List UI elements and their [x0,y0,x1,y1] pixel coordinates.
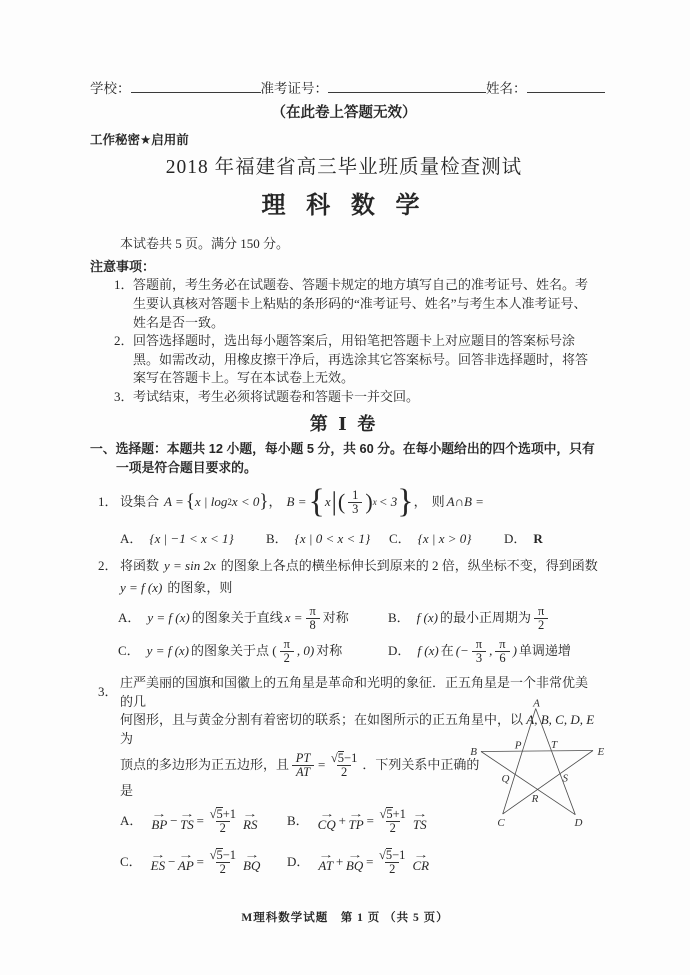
radical-sign: √ [330,751,338,766]
note-number: 3． [114,388,134,404]
option-a: A． → BP − → TS = $\frac{√5+1}{2}$ → RS [120,807,258,836]
subject-title: 理 科 数 学 [261,191,427,219]
option-b: B． → CQ + → TP = $\frac{√5+1}{2}$ → TS [287,807,428,836]
candidate-info-line [90,78,598,99]
name-blank [527,78,605,93]
vector-term: → BP [151,808,168,832]
vector-arrow-icon: → [178,849,194,861]
options-row-1 [118,602,598,635]
vector-arrow-icon: → [412,808,428,820]
vector-term: → AT [317,849,334,873]
fraction: $\frac{\pi}{3}$ [472,638,486,665]
golden-ratio-fraction: $\frac{√5-1}{2}$ [330,751,358,780]
point-label-S: S [562,772,568,785]
exam-id-blank [328,78,486,93]
radical-sign: √ [209,807,217,822]
exam-title: 2018 年福建省高三毕业班质量检查测试 [165,156,523,178]
school-label: 学校： [90,81,131,96]
vector-arrow-icon: → [348,808,364,820]
option-c: C． → ES − → AP = $\frac{√5-1}{2}$ → BQ [120,848,261,877]
option-b: B． f (x) 的最小正周期为 $\frac{\pi}{2}$ [388,605,551,632]
question-number: 3． [98,684,118,700]
fraction: $\frac{√5+1}{2}$ [379,807,406,836]
fraction: $\frac{\pi}{6}$ [495,638,509,665]
vector-term: → TS [412,808,428,832]
vertex-label-A: A [533,697,540,710]
note-item-3 [90,388,598,407]
vector-arrow-icon: → [317,849,334,861]
note-number: 1． [114,277,134,293]
note-item-2 [90,332,598,388]
question-3-line1: 3． 庄严美丽的国旗和国徽上的五角星是革命和光明的象征．正五角星是一个非常优美的几 [98,675,589,709]
question-2-options [118,602,598,668]
option-d: D． f (x) 在 (− $\frac{\pi}{3}$ , $\frac{\pi}{6}$ ) 单调递增 [388,636,571,665]
vector-arrow-icon: → [243,849,260,861]
vector-term: → CR [412,849,430,873]
school-blank [131,78,261,93]
vector-term: → RS [242,808,258,832]
vertex-label-B: B [470,746,477,758]
question-3-line4: 是 [120,783,134,799]
exam-id-label: 准考证号： [260,81,328,96]
multiple-choice-instruction: 一、选择题：本题共 12 小题，每小题 5 分，共 60 分。在每小题给出的四个选项中，只有一项是符合题目要求的。 [90,440,595,475]
fraction: $\frac{√5+1}{2}$ [209,807,237,836]
pentagram-figure [468,692,612,834]
point-label-R: R [531,793,539,805]
note-number: 2． [114,333,134,349]
question-number: 2． [98,558,118,574]
vector-term: → BQ [243,849,261,873]
note-text: 答题前，考生务必在试题卷、答题卡规定的地方填写自己的准考证号、姓名。考生要认真核对答题卡上粘贴的条形码的“准考证号、姓名”与考生本人准考证号、姓名是否一致。 [133,277,589,330]
vector-arrow-icon: → [150,849,166,861]
question-number: 1． [98,494,118,510]
question-1 [90,479,598,549]
note-text: 回答选择题时，选出每小题答案后，用铅笔把答题卡上对应题目的答案标号涂黑。如需改动，用橡皮擦干净后，再选涂其它答案标号。回答非选择题时，将答案写在答题卡上。写在本试卷上无效。 [133,333,589,386]
option-d: D． R [504,531,543,547]
question-3-options-row-1 [120,801,520,842]
radical-sign: √ [379,848,386,863]
option-d: D． → AT + → BQ = $\frac{√5-1}{2}$ → CR [287,848,430,877]
point-label-Q: Q [501,773,510,785]
name-label: 姓名： [486,81,527,96]
question-1-stem: 1． 设集合 A = { x | log 2 x < 0 } ， B = { x | ( $\frac{1}{3}$ ) x < 3 } ， 则 A∩B = [98,483,484,521]
vector-term: → CQ [317,808,336,832]
option-c: C． {x | x > 0} [389,531,472,547]
vector-term: → ES [150,849,166,873]
option-a: A． {x | −1 < x < 1} [120,531,234,547]
question-2 [90,557,598,668]
vector-term: → TP [348,808,364,832]
radical-sign: √ [379,807,387,822]
point-label-T: T [551,739,558,751]
option-a: A． y = f (x) 的图象关于直线 x = $\frac{\pi}{8}$ 对称 [118,603,349,632]
question-3-options-row-2 [120,842,520,883]
vertex-label-C: C [497,817,505,829]
section-1-title: 第 Ⅰ 卷 [309,413,379,434]
note-text: 考试结束，考生必须将试题卷和答题卡一并交回。 [133,388,420,404]
option-c: C． y = f (x) 的图象关于点 ( $\frac{\pi}{2}$ , 0) 对称 [118,636,343,665]
radical-sign: √ [209,848,217,863]
vector-arrow-icon: → [242,808,258,820]
question-3-line2: 何图形，且与黄金分割有着密切的联系；在如图所示的正五角星中，以 A, B, C, D, E 为 [120,712,595,746]
vertex-label-D: D [574,817,583,829]
fraction: $\frac{\pi}{8}$ [306,605,320,632]
question-1-options [120,530,598,549]
point-label-P: P [514,739,522,752]
notes-heading: 注意事项： [90,258,156,274]
question-3-line3: 顶点的多边形为正五边形，且 $\frac{PT}{AT}$ = $\frac{√5-1}{2}$ ．下列关系中正确的 [120,750,480,780]
option-b: B． {x | 0 < x < 1} [266,531,371,547]
vector-arrow-icon: → [413,849,429,861]
vector-term: → AP [177,849,194,873]
vector-arrow-icon: → [318,808,335,820]
page-footer: M理科数学试题 第 1 页 （共 5 页） [241,912,449,924]
vector-arrow-icon: → [346,849,363,861]
fraction-one-third: $\frac{1}{3}$ [348,489,362,516]
question-2-stem-line1: 2． 将函数 y = sin 2x 的图象上各点的横坐标伸长到原来的 2 倍，纵坐标不变，得到函数 [90,557,598,576]
secrecy-note: 工作秘密★启用前 [90,132,189,147]
question-2-stem-line2: y = f (x) 的图象，则 [120,580,233,596]
vector-term: → TS [179,808,195,832]
vector-arrow-icon: → [179,808,195,820]
note-item-1 [90,276,598,332]
ratio-fraction: $\frac{PT}{AT}$ [292,752,314,779]
fraction: $\frac{\pi}{2}$ [534,605,548,632]
vector-term: → BQ [345,849,364,873]
vertex-label-E: E [597,746,605,758]
fraction: $\frac{\pi}{2}$ [280,638,294,665]
fraction: $\frac{√5-1}{2}$ [209,848,237,877]
options-row-2 [118,635,598,668]
vector-arrow-icon: → [151,808,168,820]
invalid-answer-notice: （在此卷上答题无效） [271,104,417,121]
paper-info: 本试卷共 5 页。满分 150 分。 [120,235,290,251]
fraction: $\frac{√5-1}{2}$ [379,848,406,877]
